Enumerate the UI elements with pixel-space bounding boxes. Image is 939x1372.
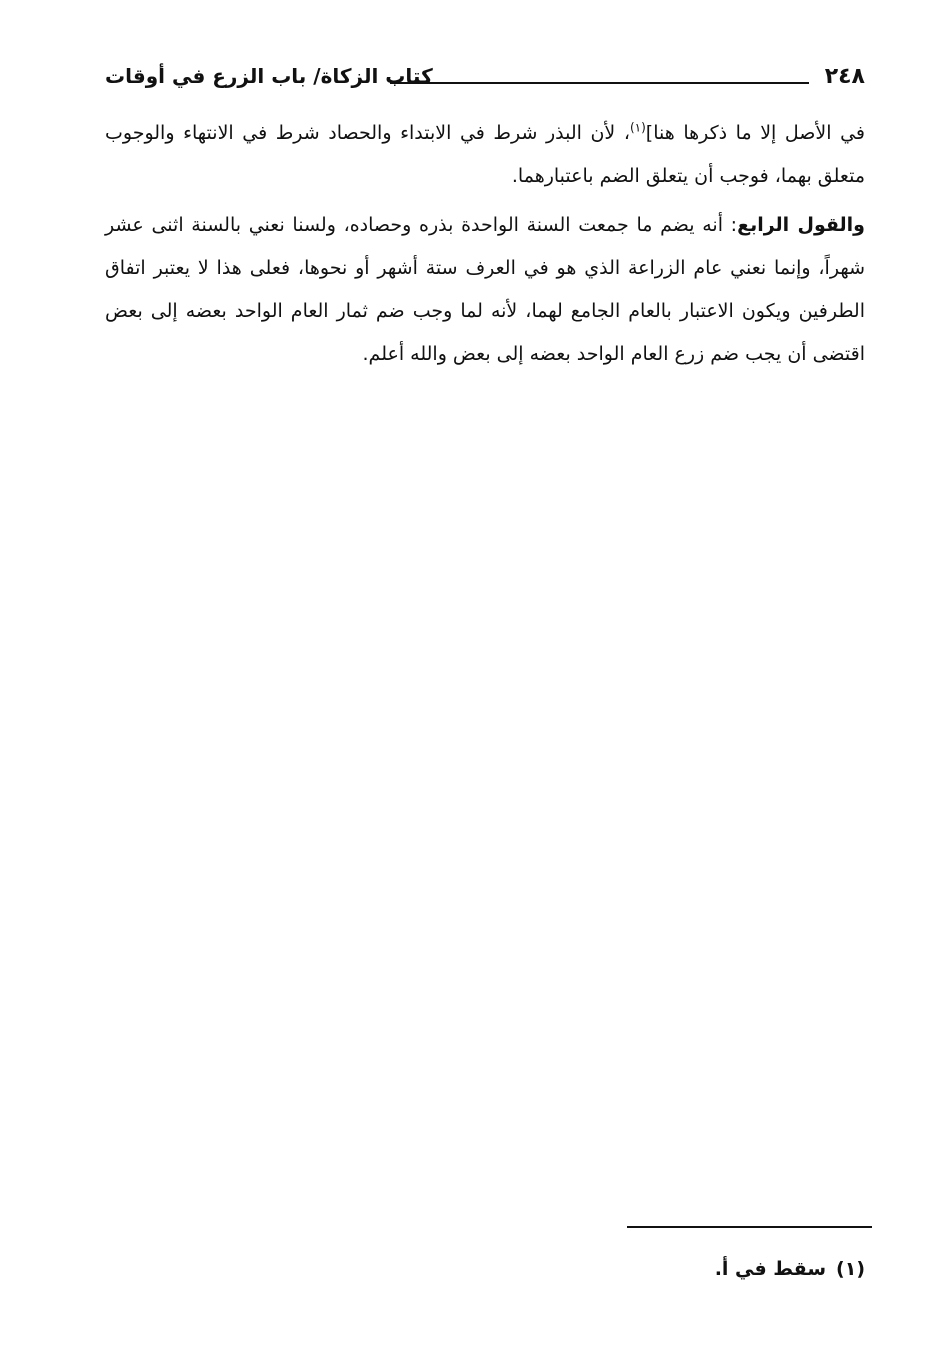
paragraph-2-text: : أنه يضم ما جمعت السنة الواحدة بذره وحصاده، ولسنا نعني بالسنة اثنى عشر شهراً، وإنما نعني عام الزراعة الذي هو في العرف ستة أشهر أو نحوها، فعلى هذا لا يعتبر اتفاق الطرفين ويكون الاعتبار بالعام الجامع لهما، لأنه لما وجب ضم ثمار العام الواحد بعضه إلى بعض اقتضى أن يجب ضم زرع العام الواحد بعضه إلى بعض والله أعلم. bbox=[105, 214, 865, 365]
footnote-reference: (١) bbox=[629, 120, 646, 135]
paragraph-2 bbox=[105, 204, 865, 376]
page-header bbox=[105, 62, 865, 98]
page-number: ٢٤٨ bbox=[824, 64, 865, 89]
header-rule bbox=[390, 82, 809, 84]
paragraph-1-text-b: ، لأن البذر شرط في الابتداء والحصاد شرط في الانتهاء والوجوب متعلق بهما، فوجب أن يتعلق الضم باعتبارهما. bbox=[105, 122, 865, 187]
running-title: كتاب الزكاة/ باب الزرع في أوقات bbox=[105, 64, 433, 88]
footnote-number: (١) bbox=[836, 1258, 865, 1280]
paragraph-1 bbox=[105, 112, 865, 198]
footnote-rule bbox=[627, 1226, 872, 1228]
paragraph-1-text-a: في الأصل إلا ما ذكرها هنا] bbox=[645, 122, 865, 144]
paragraph-2-lead: والقول الرابع bbox=[737, 214, 865, 236]
footnote-1 bbox=[715, 1258, 865, 1280]
footnote-text: سقط في أ. bbox=[714, 1258, 827, 1280]
main-text bbox=[105, 112, 865, 376]
